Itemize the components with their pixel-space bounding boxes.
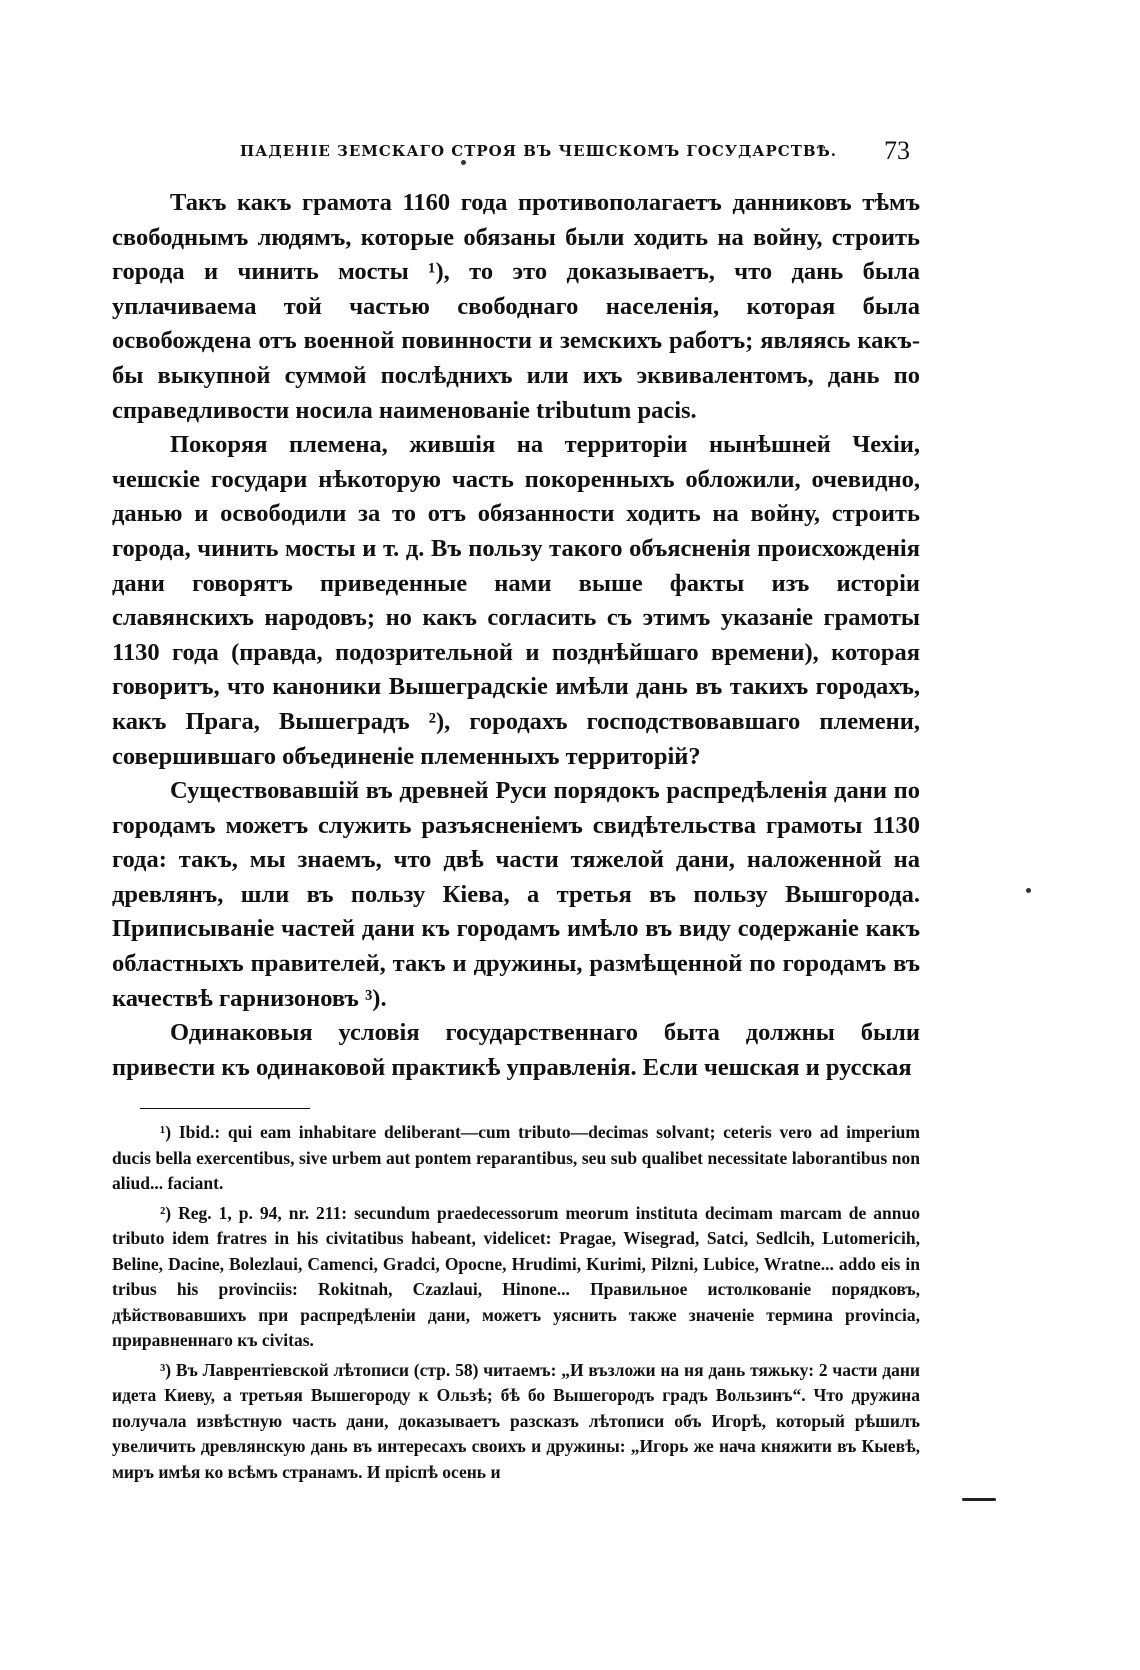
paragraph: Существовавшій въ древней Руси порядокъ распредѣленія дани по городамъ можетъ служить разъясненіемъ свидѣтельства грамоты 1130 года: такъ, мы знаемъ, что двѣ части тяжелой дани, наложенной на древлянъ, шли въ пользу Кіева, а третья въ пользу Вышгорода. Приписываніе частей дани къ городамъ имѣло въ виду содержаніе какъ областныхъ правителей, такъ и дружины, размѣщенной по городамъ въ качествѣ гарнизоновъ ³). bbox=[112, 777, 920, 1012]
footnote-text: Reg. 1, p. 94, nr. 211: secundum praedecessorum meorum instituta decimam marcam de annuo tributo idem fratres in his civitatibus habeant, videlicet: Pragae, Wisegrad, Satci, Sedlcih, Lutomericih, Beline, Dacine, Bolezlaui, Camenci, Gradci, Opocne, Hrudimi, Kurimi, Pilzni, Lubice, Wratne... addo eis in tribus his provinciis: Rokitnah, Czazlaui, Hinone... Правильное истолкованіе порядковъ, дѣйствовавшихъ при распредѣленіи дани, можетъ уяснить также значеніе термина provincia, приравненнаго къ civitas. bbox=[112, 1202, 921, 1350]
page-header bbox=[240, 136, 910, 170]
footnote-3 bbox=[112, 1358, 920, 1486]
paragraph: Одинаковыя условія государственнаго быта должны были привести къ одинаковой практикѣ управленія. Если чешская и русская bbox=[112, 1019, 920, 1081]
paragraph: Покоряя племена, жившія на территоріи нынѣшней Чехіи, чешскіе государи нѣкоторую часть покоренныхъ обложили, очевидно, данью и освободили за то отъ обязанности ходить на войну, строить города, чинить мосты и т. д. Въ пользу такого объясненія происхожденія дани говорятъ приведенные нами выше факты изъ исторіи славянскихъ народовъ; но какъ согласить съ этимъ указаніе грамоты 1130 года (правда, подозрительной и позднѣйшаго времени), которая говоритъ, что каноники Вышеградскіе имѣли дань въ такихъ городахъ, какъ Прага, Вышеградъ ²), городахъ господствовавшаго племени, совершившаго объединеніе племенныхъ территорій? bbox=[112, 431, 920, 770]
margin-dash-mark bbox=[962, 1498, 996, 1501]
print-speck bbox=[461, 160, 466, 165]
print-speck bbox=[1026, 888, 1031, 893]
footnote-1 bbox=[112, 1120, 920, 1197]
footnote-mark: ³) bbox=[160, 1359, 172, 1380]
footnote-text: Ibid.: qui eam inhabitare deliberant—cum tributo—decimas solvant; ceteris vero ad imperium ducis bella exercentibus, sive urbem aut pontem reparantibus, seu sub qualibet necessitate laborantibus non aliud... faciant. bbox=[112, 1122, 920, 1193]
footnote-mark: ²) bbox=[160, 1202, 172, 1223]
footnote-2 bbox=[112, 1201, 920, 1354]
running-title: ПАДЕНІЕ ЗЕМСКАГО СТРОЯ ВЪ ЧЕШСКОМЪ ГОСУДАРСТВѢ. bbox=[240, 142, 837, 160]
page-number: 73 bbox=[884, 136, 910, 165]
footnotes bbox=[112, 1120, 920, 1489]
body-text bbox=[112, 186, 920, 1085]
footnote-mark: ¹) bbox=[160, 1122, 172, 1142]
footnote-separator bbox=[140, 1108, 310, 1109]
footnote-text: Въ Лаврентіевской лѣтописи (стр. 58) читаемъ: „И възложи на ня дань тяжьку: 2 части дани идета Киеву, а третьяя Вышегороду к Ользѣ; бѣ бо Вышегородъ градъ Вользинъ“. Что дружина получала извѣстную часть дани, доказываетъ разсказъ лѣтописи объ Игорѣ, который рѣшилъ увеличить древлянскую дань въ интересахъ своихъ и дружины: „Игорь же нача княжити въ Кыевѣ, миръ имѣя ко всѣмъ странамъ. И пріспѣ осень и bbox=[112, 1359, 921, 1482]
paragraph: Такъ какъ грамота 1160 года противополагаетъ данниковъ тѣмъ свободнымъ людямъ, которые обязаны были ходить на войну, строить города и чинить мосты ¹), то это доказываетъ, что дань была уплачиваема той частью свободнаго населенія, которая была освобождена отъ военной повинности и земскихъ работъ; являясь какъ-бы выкупной суммой послѣднихъ или ихъ эквивалентомъ, дань по справедливости носила наименованіе tributum pacis. bbox=[112, 189, 920, 424]
